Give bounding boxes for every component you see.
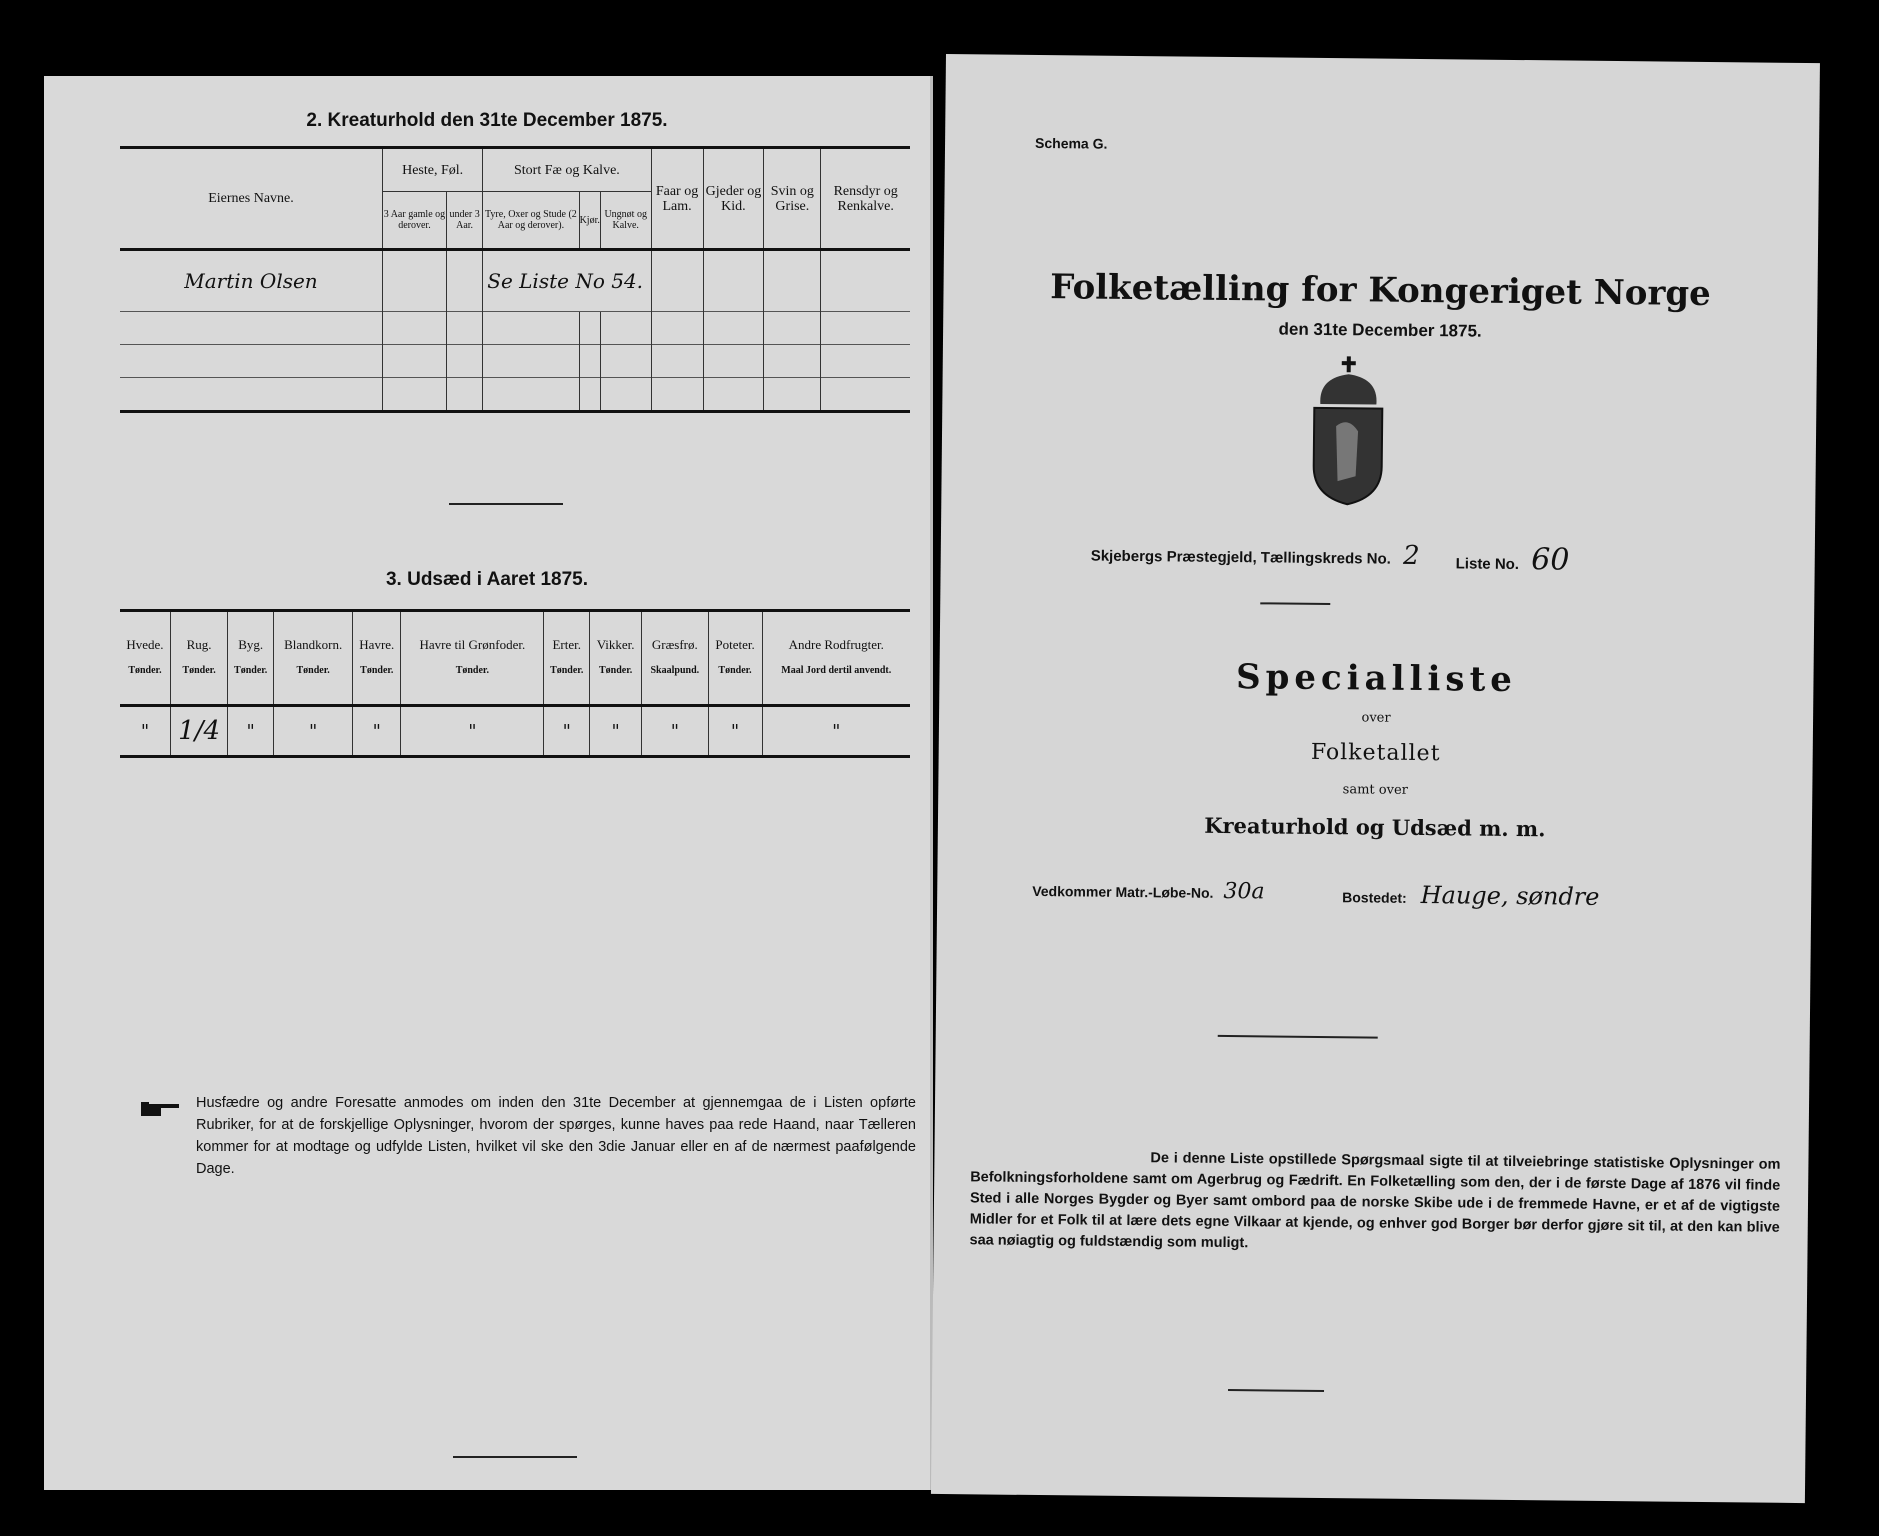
seed-value: " [590, 706, 642, 757]
seed-table [120, 609, 910, 758]
divider [453, 1456, 577, 1458]
section-2-title: 2. Kreaturhold den 31te December 1875. [306, 110, 668, 131]
seed-header: Havre. Tønder. [353, 611, 401, 706]
pigs-header: Svin og Grise. [764, 148, 821, 250]
divider [1260, 602, 1330, 605]
parish-label: Præstegjeld, [1166, 548, 1257, 567]
seed-header: Erter. Tønder. [544, 611, 590, 706]
horses-header: Heste, Føl. [383, 148, 483, 192]
seed-value: " [762, 706, 910, 757]
schema-label: Schema G. [1034, 134, 1108, 152]
bosted-value: Hauge, søndre [1420, 881, 1600, 911]
notice-text: Husfædre og andre Foresatte anmodes om inden den 31te December at gjennemgaa de i Listen opførte Rubriker, for at de forskjellige Oplysninger, hvorom der spørges, kunne haves paa rede Haand, naar Tælleren kommer for at modtage og udfylde Listen, hvilket vil ske den 3die Januar eller en af de nærmest paafølgende Dage. [196, 1095, 916, 1177]
seed-header: Poteter. Tønder. [708, 611, 762, 706]
seed-value: " [228, 706, 274, 757]
table-row [120, 250, 910, 312]
bulls-header: Tyre, Oxer og Stude (2 Aar og derover). [483, 192, 579, 250]
seed-value: 1/4 [170, 706, 227, 757]
horses-old-header: 3 Aar gamle og derover. [383, 192, 447, 250]
seed-header: Græsfrø. Skaalpund. [642, 611, 708, 706]
seed-header: Hvede. Tønder. [120, 611, 170, 706]
document-date: den 31te December 1875. [1278, 319, 1482, 341]
parish-name: Skjebergs [1090, 547, 1163, 566]
seed-header: Byg. Tønder. [228, 611, 274, 706]
document-title: Folketælling for Kongeriget Norge [1050, 267, 1711, 315]
owner-header: Eiernes Navne. [208, 191, 294, 206]
horses-young-header: under 3 Aar. [446, 192, 482, 250]
coat-of-arms-icon [1307, 356, 1389, 507]
pointing-hand-icon [141, 1100, 181, 1118]
seed-value: " [401, 706, 544, 757]
divider [449, 503, 563, 505]
seed-value: " [140, 720, 150, 742]
bosted-label: Bostedet: [1342, 889, 1407, 906]
district-label: Tællingskreds No. [1260, 549, 1391, 568]
cows-header: Kjør. [579, 192, 600, 250]
table-row [120, 312, 910, 345]
right-page [931, 54, 1820, 1503]
section-3-title: 3. Udsæd i Aaret 1875. [385, 569, 589, 590]
divider [1218, 1035, 1378, 1038]
calves-header: Ungnøt og Kalve. [600, 192, 651, 250]
specialliste-heading: Specialliste [1235, 657, 1518, 701]
reindeer-header: Rensdyr og Renkalve. [821, 148, 910, 250]
over-text: over [1361, 710, 1391, 726]
seed-header: Rug. Tønder. [170, 611, 227, 706]
goats-header: Gjeder og Kid. [703, 148, 764, 250]
seed-value: " [544, 706, 590, 757]
list-number-line [1456, 541, 1570, 577]
seed-value: " [708, 706, 762, 757]
seed-header: Blandkorn. Tønder. [274, 611, 353, 706]
district-number: 2 [1402, 540, 1420, 571]
bosted-line [1342, 880, 1600, 911]
matr-number: 30a [1223, 878, 1265, 905]
seed-value: " [274, 706, 353, 757]
matr-label: Vedkommer Matr.-Løbe-No. [1032, 882, 1214, 901]
samt-over-text: samt over [1342, 782, 1408, 798]
seed-header: Andre Rodfrugter. Maal Jord dertil anvendt. [762, 611, 910, 706]
owner-name: Martin Olsen [120, 250, 383, 312]
matr-line [1032, 877, 1265, 904]
seed-header: Vikker. Tønder. [590, 611, 642, 706]
table-row [120, 345, 910, 378]
sheep-header: Faar og Lam. [651, 148, 703, 250]
folketallet-text: Folketallet [1310, 739, 1441, 767]
left-page [44, 76, 933, 1490]
livestock-note: Se Liste No 54. [483, 250, 651, 312]
subheading: Kreaturhold og Udsæd m. m. [1204, 812, 1546, 842]
table-row [120, 706, 910, 757]
list-number: 60 [1531, 542, 1570, 578]
seed-value: " [642, 706, 708, 757]
cattle-header: Stort Fæ og Kalve. [483, 148, 651, 192]
parish-line [1091, 538, 1420, 571]
livestock-table [120, 146, 910, 413]
seed-header: Havre til Grønfoder. Tønder. [401, 611, 544, 706]
seed-value: " [353, 706, 401, 757]
explanation-paragraph: De i denne Liste opstillede Spørgsmaal sigte til at tilveiebringe statistiske Oplysninger om Befolkningsforholdene samt om Agerbrug og Fædrift. En Folketælling som den, der i de første Dage af 1876 vil finde Sted i alle Norges Bygder og Byer samt ombord paa de norske Skibe ude i de fremmede Havne, er et af de vigtigste Midler for et Folk til at lære dets egne Vilkaar at kjende, og enhver god Borger bør derfor gjøre sit til, at den kan blive saa nøiagtig og fuldstændig som muligt. [969, 1150, 1781, 1252]
table-row [120, 378, 910, 412]
divider [1228, 1389, 1324, 1392]
list-label: Liste No. [1455, 555, 1520, 574]
